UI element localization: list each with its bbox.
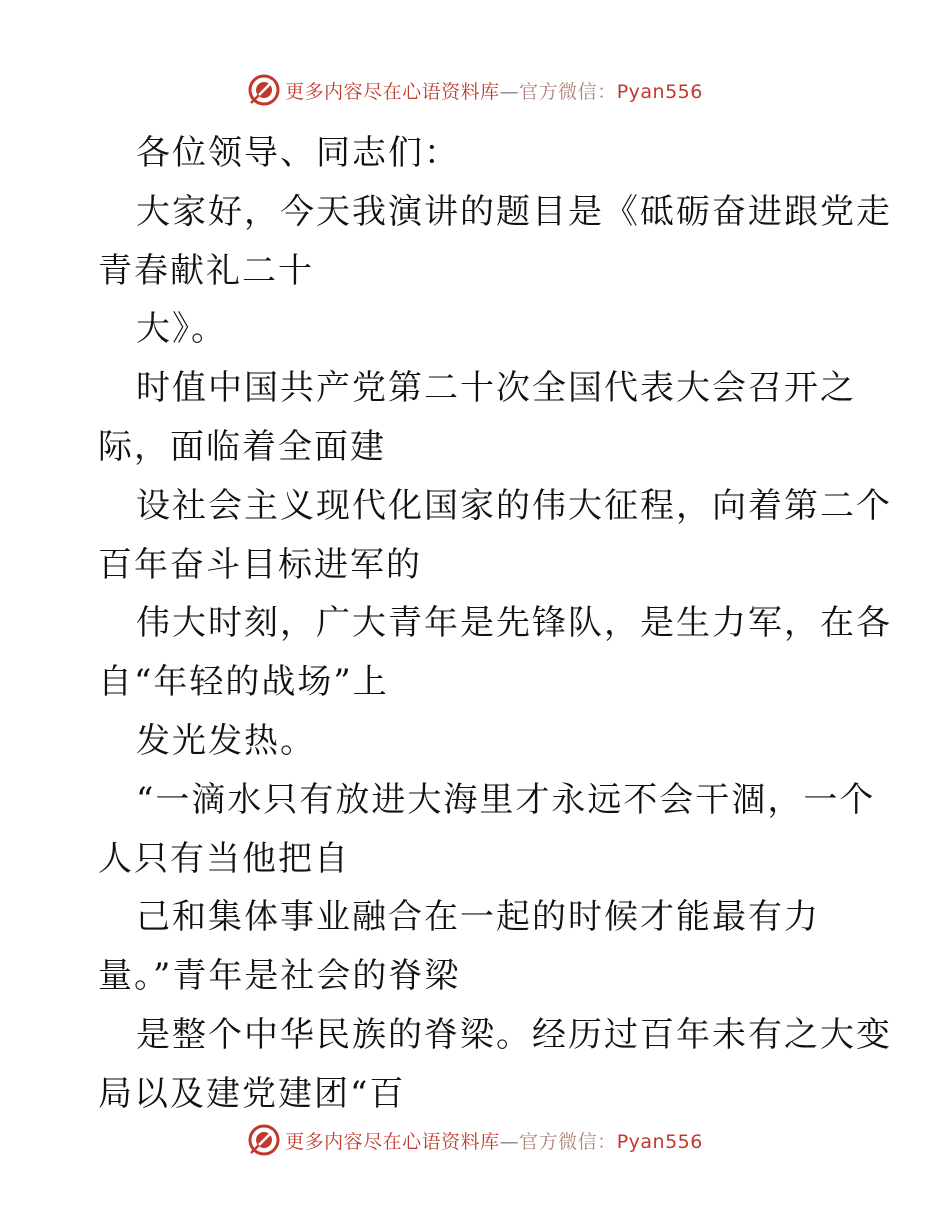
text-line: 量。”青年是社会的脊梁 bbox=[98, 956, 461, 997]
pen-logo-icon bbox=[247, 1123, 281, 1157]
text-line: 发光发热。 bbox=[136, 720, 316, 761]
text-line: 大家好，今天我演讲的题目是《砥砺奋进跟党走 bbox=[136, 191, 892, 232]
banner-wechat-id: Pyan556 bbox=[616, 1130, 703, 1153]
text-line: 自“年轻的战场”上 bbox=[98, 662, 389, 703]
document-body bbox=[98, 124, 892, 1124]
banner-wechat-label: 官方微信： bbox=[519, 80, 617, 103]
banner-text: 更多内容尽在心语资料库 bbox=[285, 80, 500, 103]
banner-separator: — bbox=[499, 1130, 520, 1153]
text-line: 设社会主义现代化国家的伟大征程，向着第二个 bbox=[136, 485, 892, 526]
text-line: 时值中国共产党第二十次全国代表大会召开之 bbox=[136, 368, 856, 409]
text-line: 人只有当他把自 bbox=[98, 838, 350, 879]
text-line: 百年奋斗目标进军的 bbox=[98, 544, 422, 585]
text-line: “一滴水只有放进大海里才永远不会干涸，一个 bbox=[136, 779, 876, 820]
text-line: 各位领导、同志们： bbox=[136, 133, 460, 173]
text-line: 伟大时刻，广大青年是先锋队，是生力军，在各 bbox=[136, 603, 892, 644]
text-line: 际，面临着全面建 bbox=[98, 426, 386, 467]
text-line: 大》。 bbox=[136, 309, 227, 350]
banner-text: 更多内容尽在心语资料库 bbox=[285, 1130, 500, 1153]
banner-wechat-id: Pyan556 bbox=[616, 80, 703, 103]
pen-logo-icon bbox=[247, 73, 281, 107]
banner-separator: — bbox=[499, 80, 520, 103]
footer-banner bbox=[0, 1120, 950, 1160]
text-line: 是整个中华民族的脊梁。经历过百年未有之大变 bbox=[136, 1014, 892, 1055]
banner-wechat-label: 官方微信： bbox=[519, 1130, 617, 1153]
header-banner bbox=[0, 70, 950, 110]
text-line: 己和集体事业融合在一起的时候才能最有力 bbox=[136, 897, 820, 938]
text-line: 局以及建党建团“百 bbox=[98, 1073, 406, 1114]
text-line: 青春献礼二十 bbox=[98, 250, 314, 291]
